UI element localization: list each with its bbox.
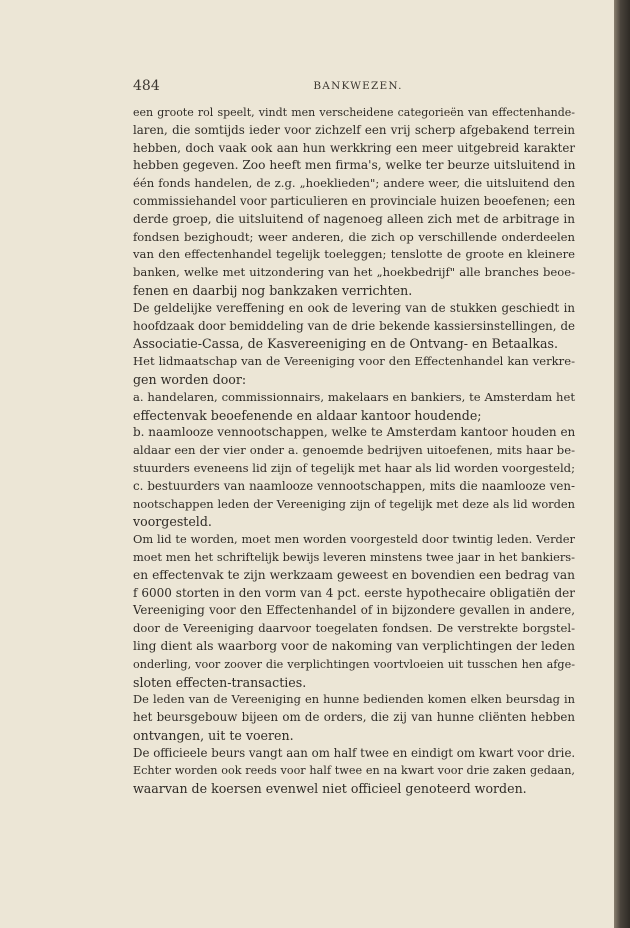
text-line: een groote rol speelt, vindt men verscheidene categorieën van effectenhande- — [133, 106, 575, 119]
text-line: sloten effecten-transacties. — [133, 674, 307, 690]
text-line: hoofdzaak door bemiddeling van de drie bekende kassiersinstellingen, de — [133, 318, 575, 333]
text-line: door de Vereeniging daarvoor toegelaten fondsen. De verstrekte borgstel- — [133, 621, 575, 636]
body-text — [133, 104, 575, 798]
text-line: a. handelaren, commissionnairs, makelaars en bankiers, te Amsterdam het — [133, 389, 575, 404]
running-title: BANKWEZEN. — [313, 80, 403, 92]
text-line: moet men het schriftelijk bewijs leveren minstens twee jaar in het bankiers- — [133, 549, 575, 564]
page-number: 484 — [133, 78, 160, 94]
text-line: Om lid te worden, moet men worden voorgesteld door twintig leden. Verder — [133, 532, 575, 547]
text-line: Associatie-Cassa, de Kasvereeniging en de Ontvang- en Betaalkas. — [133, 336, 558, 352]
text-line: f 6000 storten in den vorm van 4 pct. eerste hypothecaire obligatiën der — [133, 585, 575, 600]
text-line: één fonds handelen, de z.g. „hoeklieden"; andere weer, die uitsluitend den — [133, 176, 575, 191]
book-binding-edge — [614, 0, 630, 928]
text-line: stuurders eveneens lid zijn of tegelijk met haar als lid worden voorgesteld; — [133, 460, 575, 475]
text-line: effectenvak beoefenende en aldaar kantoor houdende; — [133, 407, 482, 423]
text-line: De officieele beurs vangt aan om half twee en eindigt om kwart voor drie. — [133, 745, 576, 760]
text-line: fenen en daarbij nog bankzaken verrichten. — [133, 282, 413, 298]
text-line: hebben gegeven. Zoo heeft men firma's, welke ter beurze uitsluitend in — [133, 158, 576, 173]
text-line: ling dient als waarborg voor de nakoming van verplichtingen der leden — [133, 638, 575, 653]
text-line: Vereeniging voor den Effectenhandel of in bijzondere gevallen in andere, — [133, 603, 575, 618]
text-line: fondsen bezighoudt; weer anderen, die zich op verschillende onderdeelen — [133, 229, 575, 244]
text-line: aldaar een der vier onder a. genoemde bedrijven uitoefenen, mits haar be- — [133, 443, 575, 458]
text-line: van den effectenhandel tegelijk toeleggen; tenslotte de groote en kleinere — [133, 247, 575, 262]
text-line: waarvan de koersen evenwel niet officieel genoteerd worden. — [133, 781, 527, 797]
text-line: De leden van de Vereeniging en hunne bedienden komen elken beursdag in — [133, 692, 575, 707]
text-line: b. naamlooze vennootschappen, welke te Amsterdam kantoor houden en — [133, 425, 576, 440]
text-line: voorgesteld. — [133, 514, 212, 530]
text-line: c. bestuurders van naamlooze vennootschappen, mits die naamlooze ven- — [133, 478, 575, 493]
text-line: De geldelijke vereffening en ook de levering van de stukken geschiedt in — [133, 300, 575, 315]
text-line: derde groep, die uitsluitend of nagenoeg alleen zich met de arbitrage in — [133, 211, 575, 226]
text-line: nootschappen leden der Vereeniging zijn of tegelijk met deze als lid worden — [133, 496, 575, 511]
text-line: ontvangen, uit te voeren. — [133, 727, 294, 743]
text-line: het beursgebouw bijeen om de orders, die zij van hunne cliënten hebben — [133, 710, 575, 725]
text-line: laren, die somtijds ieder voor zichzelf een vrij scherp afgebakend terrein — [133, 122, 575, 137]
text-line: Echter worden ook reeds voor half twee en na kwart voor drie zaken gedaan, — [133, 764, 575, 778]
text-line: onderling, voor zoover die verplichtingen voortvloeien uit tusschen hen afge- — [133, 657, 575, 671]
page-header — [133, 78, 583, 98]
text-line: en effectenvak te zijn werkzaam geweest en bovendien een bedrag van — [133, 567, 575, 582]
text-line: commissiehandel voor particulieren en provinciale huizen beoefenen; een — [133, 193, 576, 208]
text-line: gen worden door: — [133, 371, 247, 387]
text-line: Het lidmaatschap van de Vereeniging voor den Effectenhandel kan verkre- — [133, 354, 575, 369]
text-line: banken, welke met uitzondering van het „hoekbedrijf" alle branches beoe- — [133, 265, 575, 280]
text-line: hebben, doch vaak ook aan hun werkkring een meer uitgebreid karakter — [133, 140, 575, 155]
